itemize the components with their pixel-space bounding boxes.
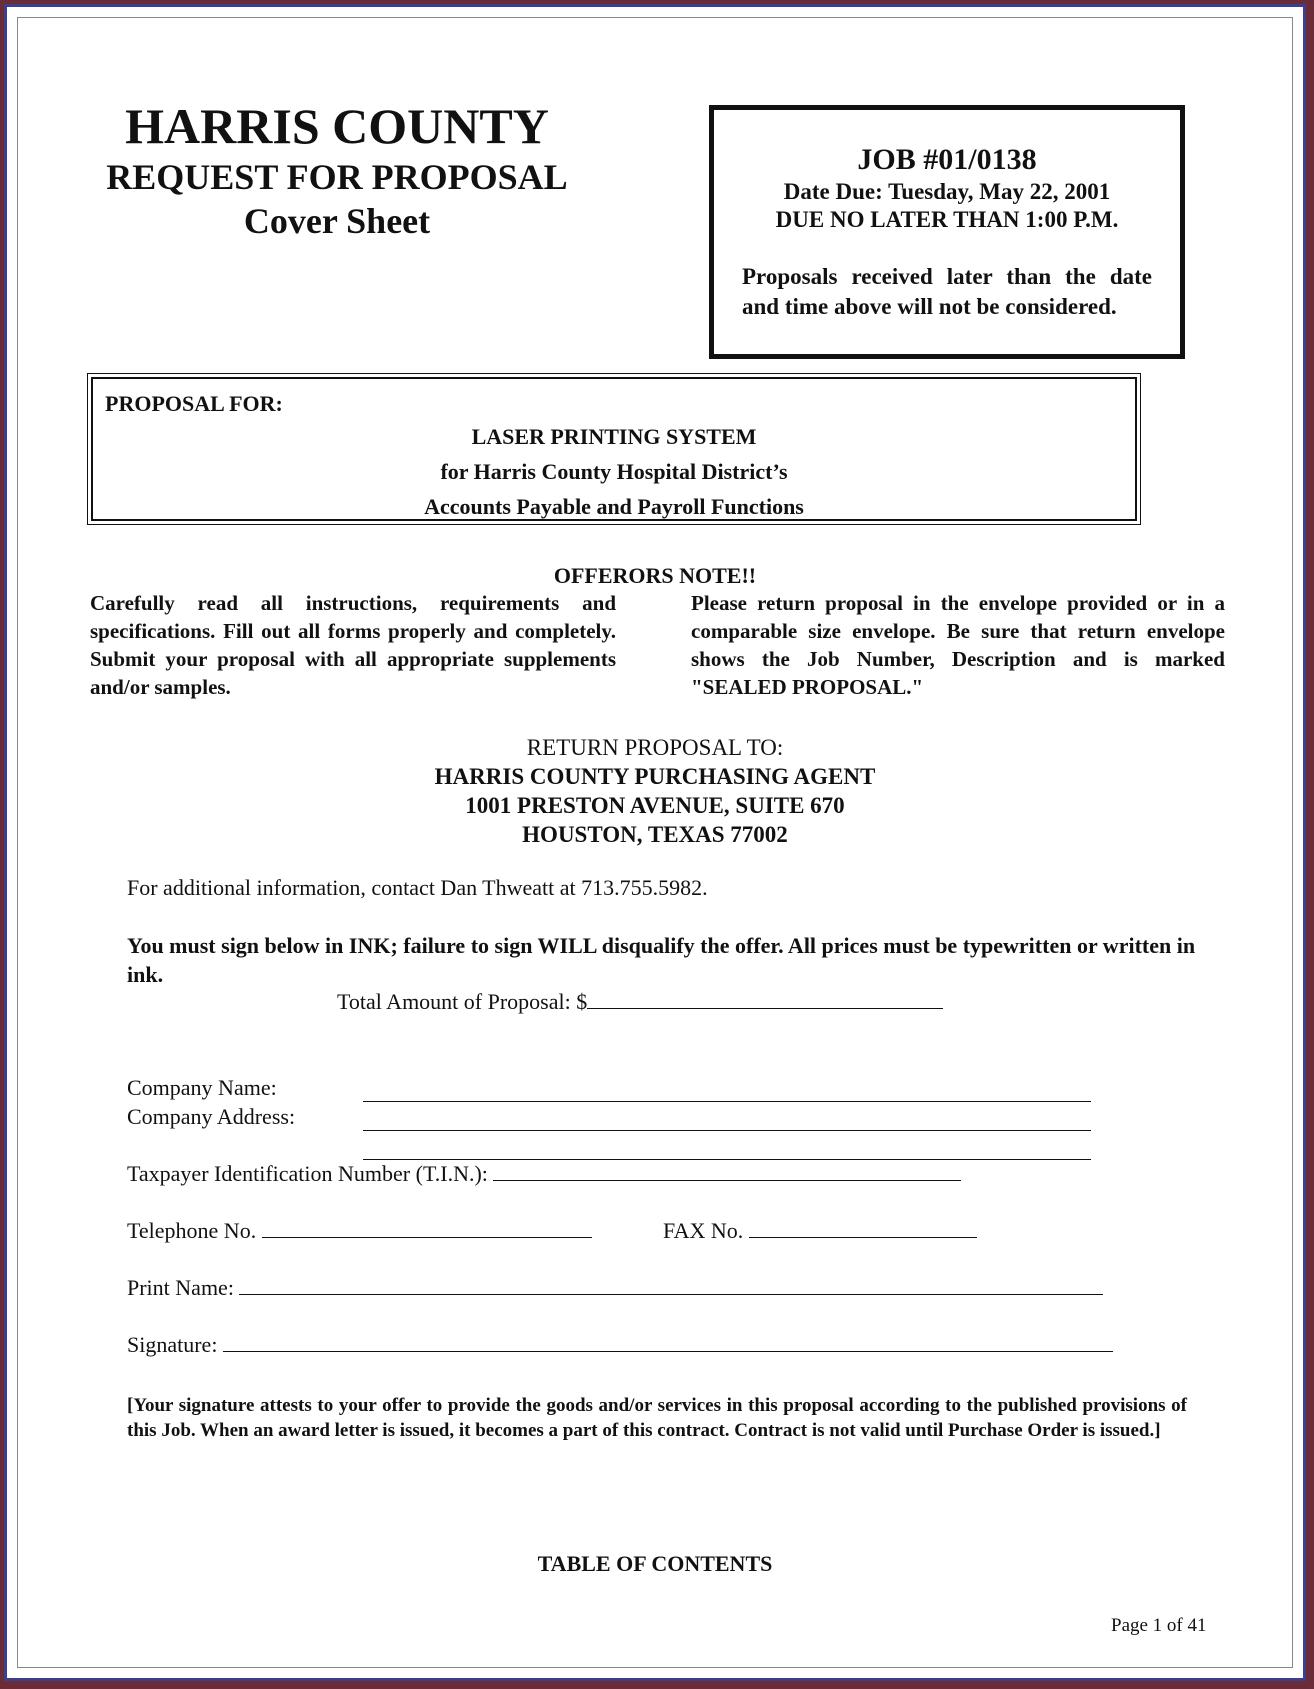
signature-field[interactable] [127, 1332, 1113, 1358]
company-address-label: Company Address: [127, 1104, 296, 1129]
document-title [87, 97, 587, 243]
return-label: RETURN PROPOSAL TO: [526, 735, 784, 760]
total-amount-label: Total Amount of Proposal: $ [337, 989, 588, 1014]
signing-instructions: You must sign below in INK; failure to sign WILL disqualify the offer. All prices must be typewritten or written in ink. [127, 933, 1196, 987]
title-county: HARRIS COUNTY [125, 98, 549, 154]
title-cover-sheet: Cover Sheet [243, 201, 431, 241]
title-rfp: REQUEST FOR PROPOSAL [106, 157, 568, 197]
company-name-blank[interactable] [363, 1083, 1091, 1102]
print-name-label: Print Name: [127, 1275, 234, 1300]
telephone-field[interactable] [127, 1218, 592, 1244]
return-line3: HOUSTON, TEXAS 77002 [522, 822, 788, 847]
tin-field[interactable] [127, 1161, 961, 1187]
tin-blank[interactable] [493, 1162, 961, 1181]
return-line2: 1001 PRESTON AVENUE, SUITE 670 [465, 793, 845, 818]
proposal-for-box [87, 373, 1141, 525]
offerors-note-left: Carefully read all instructions, requirements and specifications. Fill out all forms properly and completely. Submit your proposal with all appropriate supplements and/or samples. [90, 591, 616, 699]
job-number: JOB #01/0138 [857, 143, 1037, 176]
proposal-subject-line1: LASER PRINTING SYSTEM [471, 424, 757, 449]
company-address-blank-2[interactable] [363, 1141, 1091, 1160]
return-address [87, 733, 1223, 849]
telephone-blank[interactable] [262, 1219, 592, 1238]
fax-field[interactable] [663, 1218, 977, 1244]
document-frame [4, 4, 1306, 1681]
company-name-label: Company Name: [127, 1075, 277, 1100]
proposal-for-label: PROPOSAL FOR: [105, 391, 283, 416]
return-line1: HARRIS COUNTY PURCHASING AGENT [434, 764, 876, 789]
offerors-note-title: OFFERORS NOTE!! [553, 563, 757, 588]
company-address-blank-1[interactable] [363, 1112, 1091, 1131]
offerors-note-right: Please return proposal in the envelope provided or in a comparable size envelope. Be sure that return envelope shows the Job Number, Description and is marked "SEALED PROPOSAL." [691, 591, 1225, 699]
proposal-subject-line2: for Harris County Hospital District’s [440, 459, 788, 484]
fax-blank[interactable] [749, 1219, 977, 1238]
attestation-text: [Your signature attests to your offer to provide the goods and/or services in this proposal according to the published provisions of this Job. When an award letter is issued, it becomes a part of this contract. Contract is not valid until Purchase Order is issued.] [127, 1395, 1187, 1441]
date-due: Date Due: Tuesday, May 22, 2001 [783, 179, 1111, 204]
signature-blank[interactable] [223, 1333, 1113, 1352]
print-name-field[interactable] [127, 1275, 1103, 1301]
page-number: Page 1 of 41 [1111, 1615, 1207, 1636]
fax-label: FAX No. [663, 1218, 744, 1243]
late-notice: Proposals received later than the date and time above will not be considered. [742, 264, 1152, 319]
total-amount-blank[interactable] [587, 990, 943, 1009]
contact-info: For additional information, contact Dan Thweatt at 713.755.5982. [127, 875, 708, 900]
table-of-contents-heading: TABLE OF CONTENTS [537, 1551, 773, 1576]
tin-label: Taxpayer Identification Number (T.I.N.): [127, 1161, 488, 1186]
telephone-label: Telephone No. [127, 1218, 257, 1243]
due-time: DUE NO LATER THAN 1:00 P.M. [775, 207, 1119, 232]
signature-label: Signature: [127, 1332, 218, 1357]
total-amount-field[interactable] [337, 989, 943, 1015]
proposal-subject-line3: Accounts Payable and Payroll Functions [424, 494, 804, 519]
print-name-blank[interactable] [239, 1276, 1103, 1295]
job-info-box [709, 105, 1185, 359]
